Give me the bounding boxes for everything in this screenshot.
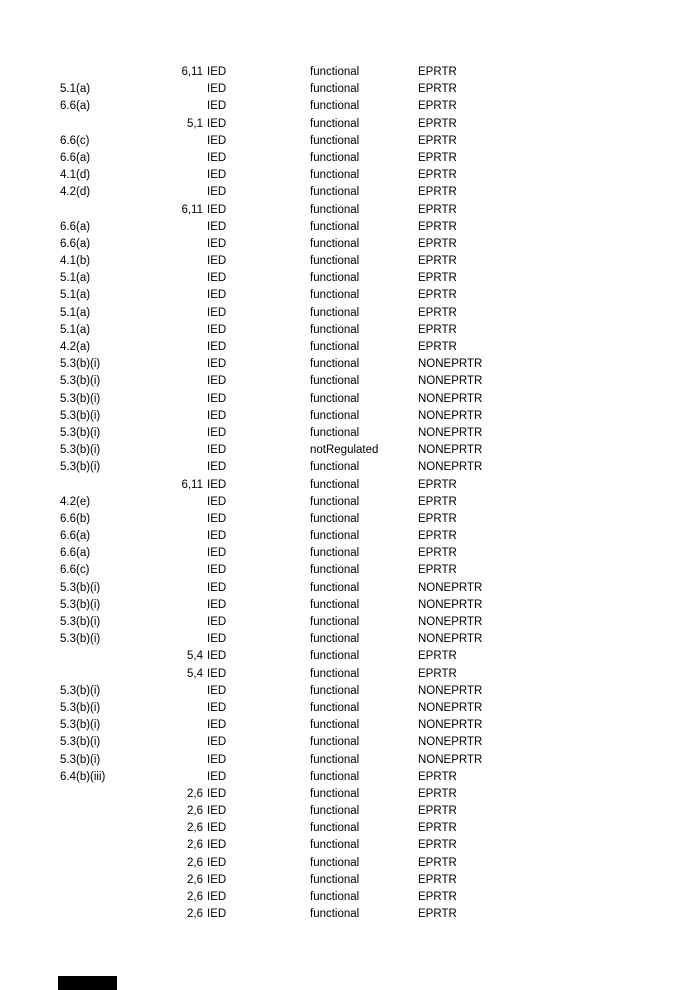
annex-code-cell: 5.1(a) xyxy=(60,83,91,96)
annex-code-cell: 5.3(b)(i) xyxy=(60,409,101,422)
table-row[interactable] xyxy=(0,81,700,98)
directive-cell: IED xyxy=(207,719,227,732)
status-cell: functional xyxy=(310,805,360,818)
capacity-cell: 6,11 xyxy=(181,203,203,216)
table-row[interactable] xyxy=(0,511,700,528)
register-cell: EPRTR xyxy=(418,306,457,319)
register-cell: EPRTR xyxy=(418,186,457,199)
register-cell: EPRTR xyxy=(418,650,457,663)
status-cell: functional xyxy=(310,856,360,869)
table-row[interactable] xyxy=(0,305,700,322)
status-cell: functional xyxy=(310,564,360,577)
table-row[interactable] xyxy=(0,373,700,390)
directive-cell: IED xyxy=(207,822,227,835)
register-cell: NONEPRTR xyxy=(418,736,483,749)
status-cell: functional xyxy=(310,719,360,732)
directive-cell: IED xyxy=(207,667,227,680)
status-cell: functional xyxy=(310,736,360,749)
table-row[interactable] xyxy=(0,906,700,923)
directive-cell: IED xyxy=(207,581,227,594)
directive-cell: IED xyxy=(207,701,227,714)
register-cell: EPRTR xyxy=(418,512,457,525)
register-cell: NONEPRTR xyxy=(418,444,483,457)
directive-cell: IED xyxy=(207,547,227,560)
directive-cell: IED xyxy=(207,564,227,577)
directive-cell: IED xyxy=(207,512,227,525)
register-cell: EPRTR xyxy=(418,856,457,869)
capacity-cell: 2,6 xyxy=(187,856,203,869)
directive-cell: IED xyxy=(207,461,227,474)
directive-cell: IED xyxy=(207,272,227,285)
table-row[interactable] xyxy=(0,98,700,115)
status-cell: functional xyxy=(310,839,360,852)
register-cell: NONEPRTR xyxy=(418,719,483,732)
directive-cell: IED xyxy=(207,856,227,869)
status-cell: functional xyxy=(310,891,360,903)
annex-code-cell: 4.1(b) xyxy=(60,255,91,268)
register-cell: EPRTR xyxy=(418,495,457,508)
register-cell: EPRTR xyxy=(418,220,457,233)
register-cell: EPRTR xyxy=(418,667,457,680)
register-cell: EPRTR xyxy=(418,787,457,800)
table-row[interactable] xyxy=(0,167,700,184)
table-row[interactable] xyxy=(0,683,700,700)
annex-code-cell: 5.3(b)(i) xyxy=(60,753,101,766)
register-cell: EPRTR xyxy=(418,908,457,921)
directive-cell: IED xyxy=(207,633,227,646)
annex-code-cell: 6.6(a) xyxy=(60,151,91,164)
directive-cell: IED xyxy=(207,530,227,543)
register-cell: EPRTR xyxy=(418,66,457,78)
table-row[interactable] xyxy=(0,64,700,81)
register-cell: EPRTR xyxy=(418,323,457,336)
annex-code-cell: 6.6(a) xyxy=(60,530,91,543)
directive-cell: IED xyxy=(207,839,227,852)
annex-code-cell: 5.3(b)(i) xyxy=(60,598,101,611)
register-cell: EPRTR xyxy=(418,770,457,783)
table-row[interactable] xyxy=(0,459,700,476)
register-cell: EPRTR xyxy=(418,117,457,130)
register-cell: NONEPRTR xyxy=(418,358,483,371)
table-row[interactable] xyxy=(0,202,700,219)
table-row[interactable] xyxy=(0,133,700,150)
directive-cell: IED xyxy=(207,169,227,182)
table-row[interactable] xyxy=(0,477,700,494)
table-row[interactable] xyxy=(0,837,700,854)
register-cell: EPRTR xyxy=(418,839,457,852)
register-cell: EPRTR xyxy=(418,272,457,285)
directive-cell: IED xyxy=(207,409,227,422)
status-cell: functional xyxy=(310,341,360,353)
register-cell: EPRTR xyxy=(418,203,457,216)
register-cell: EPRTR xyxy=(418,134,457,147)
status-cell: functional xyxy=(310,66,360,78)
directive-cell: IED xyxy=(207,805,227,818)
register-cell: NONEPRTR xyxy=(418,598,483,611)
annex-code-cell: 5.3(b)(i) xyxy=(60,633,101,646)
directive-cell: IED xyxy=(207,255,227,268)
annex-code-cell: 6.6(c) xyxy=(60,564,90,577)
directive-cell: IED xyxy=(207,684,227,697)
status-cell: functional xyxy=(310,323,360,336)
status-cell: functional xyxy=(310,151,360,164)
bottom-left-black-bar xyxy=(58,976,117,990)
table-row[interactable] xyxy=(0,184,700,201)
status-cell: functional xyxy=(310,684,360,697)
register-cell: EPRTR xyxy=(418,547,457,560)
register-cell: EPRTR xyxy=(418,151,457,164)
table-row[interactable] xyxy=(0,545,700,562)
table-row[interactable] xyxy=(0,597,700,614)
table-row[interactable] xyxy=(0,889,700,906)
register-cell: NONEPRTR xyxy=(418,701,483,714)
table-row[interactable] xyxy=(0,580,700,597)
annex-code-cell: 5.3(b)(i) xyxy=(60,581,101,594)
data-table xyxy=(0,64,700,923)
table-row[interactable] xyxy=(0,270,700,287)
annex-code-cell: 5.3(b)(i) xyxy=(60,719,101,732)
directive-cell: IED xyxy=(207,770,227,783)
directive-cell: IED xyxy=(207,100,227,113)
status-cell: functional xyxy=(310,134,360,147)
register-cell: NONEPRTR xyxy=(418,581,483,594)
directive-cell: IED xyxy=(207,908,227,921)
annex-code-cell: 4.2(d) xyxy=(60,186,91,199)
table-row[interactable] xyxy=(0,786,700,803)
table-row[interactable] xyxy=(0,253,700,270)
table-row[interactable] xyxy=(0,356,700,373)
register-cell: NONEPRTR xyxy=(418,392,483,405)
annex-code-cell: 6.6(a) xyxy=(60,547,91,560)
annex-code-cell: 6.6(a) xyxy=(60,100,91,113)
register-cell: NONEPRTR xyxy=(418,633,483,646)
status-cell: functional xyxy=(310,461,360,474)
directive-cell: IED xyxy=(207,237,227,250)
register-cell: EPRTR xyxy=(418,169,457,182)
annex-code-cell: 5.3(b)(i) xyxy=(60,392,101,405)
table-row[interactable] xyxy=(0,408,700,425)
status-cell: notRegulated xyxy=(310,444,379,457)
status-cell: functional xyxy=(310,169,360,182)
capacity-cell: 2,6 xyxy=(187,873,203,886)
directive-cell: IED xyxy=(207,186,227,199)
status-cell: functional xyxy=(310,375,360,388)
annex-code-cell: 5.3(b)(i) xyxy=(60,375,101,388)
table-row[interactable] xyxy=(0,287,700,304)
status-cell: functional xyxy=(310,83,360,96)
status-cell: functional xyxy=(310,822,360,835)
status-cell: functional xyxy=(310,787,360,800)
directive-cell: IED xyxy=(207,375,227,388)
register-cell: EPRTR xyxy=(418,255,457,268)
table-row[interactable] xyxy=(0,820,700,837)
capacity-cell: 2,6 xyxy=(187,891,203,903)
annex-code-cell: 5.1(a) xyxy=(60,272,91,285)
register-cell: EPRTR xyxy=(418,891,457,903)
register-cell: EPRTR xyxy=(418,341,457,353)
table-row[interactable] xyxy=(0,700,700,717)
annex-code-cell: 4.2(e) xyxy=(60,495,91,508)
table-row[interactable] xyxy=(0,425,700,442)
annex-code-cell: 5.1(a) xyxy=(60,306,91,319)
status-cell: functional xyxy=(310,306,360,319)
annex-code-cell: 6.4(b)(iii) xyxy=(60,770,106,783)
register-cell: NONEPRTR xyxy=(418,684,483,697)
table-row[interactable] xyxy=(0,236,700,253)
annex-code-cell: 6.6(a) xyxy=(60,220,91,233)
directive-cell: IED xyxy=(207,736,227,749)
capacity-cell: 5,4 xyxy=(187,650,203,663)
status-cell: functional xyxy=(310,633,360,646)
annex-code-cell: 5.3(b)(i) xyxy=(60,736,101,749)
status-cell: functional xyxy=(310,117,360,130)
directive-cell: IED xyxy=(207,598,227,611)
capacity-cell: 6,11 xyxy=(181,478,203,491)
register-cell: EPRTR xyxy=(418,289,457,302)
status-cell: functional xyxy=(310,100,360,113)
directive-cell: IED xyxy=(207,873,227,886)
directive-cell: IED xyxy=(207,753,227,766)
capacity-cell: 5,4 xyxy=(187,667,203,680)
register-cell: EPRTR xyxy=(418,237,457,250)
directive-cell: IED xyxy=(207,358,227,371)
capacity-cell: 5,1 xyxy=(187,117,203,130)
annex-code-cell: 5.3(b)(i) xyxy=(60,444,101,457)
table-row[interactable] xyxy=(0,614,700,631)
register-cell: EPRTR xyxy=(418,100,457,113)
annex-code-cell: 5.1(a) xyxy=(60,289,91,302)
directive-cell: IED xyxy=(207,341,227,353)
table-row[interactable] xyxy=(0,391,700,408)
register-cell: NONEPRTR xyxy=(418,616,483,628)
capacity-cell: 2,6 xyxy=(187,839,203,852)
status-cell: functional xyxy=(310,753,360,766)
register-cell: EPRTR xyxy=(418,83,457,96)
annex-code-cell: 5.3(b)(i) xyxy=(60,701,101,714)
directive-cell: IED xyxy=(207,203,227,216)
annex-code-cell: 5.3(b)(i) xyxy=(60,684,101,697)
status-cell: functional xyxy=(310,547,360,560)
register-cell: EPRTR xyxy=(418,873,457,886)
table-row[interactable] xyxy=(0,322,700,339)
status-cell: functional xyxy=(310,220,360,233)
table-row[interactable] xyxy=(0,666,700,683)
annex-code-cell: 5.3(b)(i) xyxy=(60,426,101,439)
directive-cell: IED xyxy=(207,650,227,663)
status-cell: functional xyxy=(310,530,360,543)
directive-cell: IED xyxy=(207,151,227,164)
directive-cell: IED xyxy=(207,66,227,78)
status-cell: functional xyxy=(310,255,360,268)
status-cell: functional xyxy=(310,203,360,216)
annex-code-cell: 5.3(b)(i) xyxy=(60,358,101,371)
table-row[interactable] xyxy=(0,872,700,889)
table-row[interactable] xyxy=(0,528,700,545)
table-row[interactable] xyxy=(0,494,700,511)
register-cell: EPRTR xyxy=(418,564,457,577)
register-cell: EPRTR xyxy=(418,478,457,491)
register-cell: EPRTR xyxy=(418,805,457,818)
capacity-cell: 2,6 xyxy=(187,908,203,921)
status-cell: functional xyxy=(310,701,360,714)
directive-cell: IED xyxy=(207,323,227,336)
directive-cell: IED xyxy=(207,289,227,302)
register-cell: EPRTR xyxy=(418,822,457,835)
status-cell: functional xyxy=(310,409,360,422)
table-row[interactable] xyxy=(0,562,700,579)
annex-code-cell: 4.2(a) xyxy=(60,341,91,353)
directive-cell: IED xyxy=(207,616,227,628)
directive-cell: IED xyxy=(207,83,227,96)
table-row[interactable] xyxy=(0,752,700,769)
directive-cell: IED xyxy=(207,306,227,319)
status-cell: functional xyxy=(310,581,360,594)
capacity-cell: 2,6 xyxy=(187,787,203,800)
register-cell: NONEPRTR xyxy=(418,409,483,422)
table-row[interactable] xyxy=(0,734,700,751)
table-row[interactable] xyxy=(0,631,700,648)
status-cell: functional xyxy=(310,616,360,628)
status-cell: functional xyxy=(310,392,360,405)
table-row[interactable] xyxy=(0,855,700,872)
table-row[interactable] xyxy=(0,442,700,459)
status-cell: functional xyxy=(310,667,360,680)
status-cell: functional xyxy=(310,495,360,508)
status-cell: functional xyxy=(310,358,360,371)
status-cell: functional xyxy=(310,478,360,491)
annex-code-cell: 5.3(b)(i) xyxy=(60,616,101,628)
annex-code-cell: 6.6(a) xyxy=(60,237,91,250)
table-row[interactable] xyxy=(0,803,700,820)
table-row[interactable] xyxy=(0,150,700,167)
directive-cell: IED xyxy=(207,220,227,233)
table-row[interactable] xyxy=(0,339,700,356)
status-cell: functional xyxy=(310,272,360,285)
status-cell: functional xyxy=(310,512,360,525)
table-row[interactable] xyxy=(0,717,700,734)
directive-cell: IED xyxy=(207,134,227,147)
annex-code-cell: 5.3(b)(i) xyxy=(60,461,101,474)
table-row[interactable] xyxy=(0,769,700,786)
register-cell: NONEPRTR xyxy=(418,375,483,388)
register-cell: NONEPRTR xyxy=(418,461,483,474)
annex-code-cell: 4.1(d) xyxy=(60,169,91,182)
annex-code-cell: 5.1(a) xyxy=(60,323,91,336)
status-cell: functional xyxy=(310,186,360,199)
directive-cell: IED xyxy=(207,787,227,800)
table-row[interactable] xyxy=(0,219,700,236)
capacity-cell: 6,11 xyxy=(181,66,203,78)
capacity-cell: 2,6 xyxy=(187,805,203,818)
table-row[interactable] xyxy=(0,648,700,665)
status-cell: functional xyxy=(310,908,360,921)
register-cell: NONEPRTR xyxy=(418,753,483,766)
status-cell: functional xyxy=(310,770,360,783)
capacity-cell: 2,6 xyxy=(187,822,203,835)
register-cell: EPRTR xyxy=(418,530,457,543)
status-cell: functional xyxy=(310,650,360,663)
annex-code-cell: 6.6(c) xyxy=(60,134,90,147)
directive-cell: IED xyxy=(207,117,227,130)
status-cell: functional xyxy=(310,598,360,611)
directive-cell: IED xyxy=(207,444,227,457)
table-row[interactable] xyxy=(0,116,700,133)
directive-cell: IED xyxy=(207,891,227,903)
annex-code-cell: 6.6(b) xyxy=(60,512,91,525)
status-cell: functional xyxy=(310,237,360,250)
directive-cell: IED xyxy=(207,478,227,491)
register-cell: NONEPRTR xyxy=(418,426,483,439)
status-cell: functional xyxy=(310,289,360,302)
directive-cell: IED xyxy=(207,392,227,405)
status-cell: functional xyxy=(310,873,360,886)
status-cell: functional xyxy=(310,426,360,439)
directive-cell: IED xyxy=(207,426,227,439)
directive-cell: IED xyxy=(207,495,227,508)
